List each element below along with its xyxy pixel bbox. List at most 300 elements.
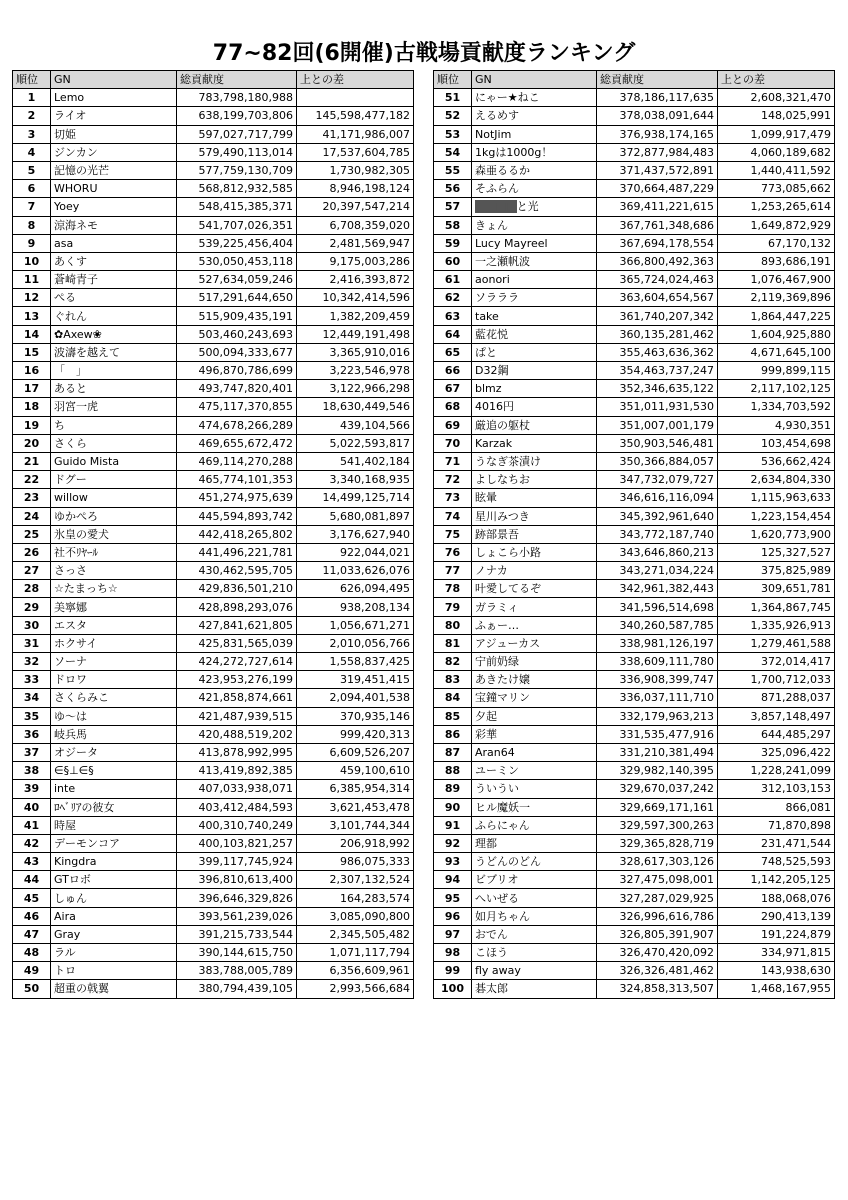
rank-cell: 57 — [434, 198, 472, 216]
rank-cell: 44 — [13, 871, 51, 889]
gn-cell: きょん — [472, 216, 597, 234]
gn-cell: 碁太郎 — [472, 980, 597, 998]
table-row — [434, 798, 835, 816]
total-cell: 413,419,892,385 — [177, 762, 297, 780]
rank-cell: 26 — [13, 543, 51, 561]
diff-cell: 1,649,872,929 — [718, 216, 835, 234]
table-row — [13, 216, 414, 234]
rank-cell: 36 — [13, 725, 51, 743]
diff-cell: 164,283,574 — [297, 889, 414, 907]
table-row — [434, 252, 835, 270]
gn-cell: ソーナ — [51, 653, 177, 671]
gn-cell: さっさ — [51, 562, 177, 580]
gn-cell: ぐれん — [51, 307, 177, 325]
total-cell: 341,596,514,698 — [597, 598, 718, 616]
diff-cell: 922,044,021 — [297, 543, 414, 561]
table-row — [434, 871, 835, 889]
rank-cell: 59 — [434, 234, 472, 252]
total-cell: 391,215,733,544 — [177, 925, 297, 943]
total-cell: 350,903,546,481 — [597, 434, 718, 452]
table-row — [13, 325, 414, 343]
gn-cell: 「 」 — [51, 362, 177, 380]
gn-cell: 彩華 — [472, 725, 597, 743]
diff-cell: 148,025,991 — [718, 107, 835, 125]
total-cell: 413,878,992,995 — [177, 743, 297, 761]
total-cell: 400,103,821,257 — [177, 834, 297, 852]
gn-cell: うなぎ茶漬け — [472, 452, 597, 470]
table-row — [13, 271, 414, 289]
table-row — [13, 107, 414, 125]
diff-cell: 1,364,867,745 — [718, 598, 835, 616]
total-cell: 441,496,221,781 — [177, 543, 297, 561]
total-cell: 500,094,333,677 — [177, 343, 297, 361]
diff-cell: 4,060,189,682 — [718, 143, 835, 161]
table-row — [434, 180, 835, 198]
rank-cell: 84 — [434, 689, 472, 707]
total-cell: 427,841,621,805 — [177, 616, 297, 634]
total-cell: 421,858,874,661 — [177, 689, 297, 707]
table-row — [434, 543, 835, 561]
gn-cell: 叶愛してるぞ — [472, 580, 597, 598]
diff-cell: 938,208,134 — [297, 598, 414, 616]
rank-cell: 15 — [13, 343, 51, 361]
table-row — [13, 307, 414, 325]
table-row — [434, 489, 835, 507]
rank-cell: 50 — [13, 980, 51, 998]
diff-cell: 2,634,804,330 — [718, 471, 835, 489]
diff-cell: 325,096,422 — [718, 743, 835, 761]
rank-cell: 2 — [13, 107, 51, 125]
table-row — [434, 416, 835, 434]
table-row — [434, 762, 835, 780]
total-cell: 517,291,644,650 — [177, 289, 297, 307]
table-row — [13, 980, 414, 998]
rank-cell: 6 — [13, 180, 51, 198]
table-row — [13, 89, 414, 107]
total-cell: 329,669,171,161 — [597, 798, 718, 816]
total-cell: 327,475,098,001 — [597, 871, 718, 889]
table-row — [434, 143, 835, 161]
total-cell: 343,772,187,740 — [597, 525, 718, 543]
diff-cell: 375,825,989 — [718, 562, 835, 580]
rank-cell: 87 — [434, 743, 472, 761]
diff-cell: 231,471,544 — [718, 834, 835, 852]
rank-cell: 65 — [434, 343, 472, 361]
diff-cell: 41,171,986,007 — [297, 125, 414, 143]
gn-cell: 厳追の躯杖 — [472, 416, 597, 434]
diff-cell: 206,918,992 — [297, 834, 414, 852]
gn-cell: ユーミン — [472, 762, 597, 780]
gn-cell: あると — [51, 380, 177, 398]
table-row — [13, 743, 414, 761]
rank-cell: 53 — [434, 125, 472, 143]
table-row — [13, 398, 414, 416]
gn-cell: 森亜るるか — [472, 161, 597, 179]
total-cell: 400,310,740,249 — [177, 816, 297, 834]
total-cell: 363,604,654,567 — [597, 289, 718, 307]
rank-cell: 33 — [13, 671, 51, 689]
total-cell: 336,908,399,747 — [597, 671, 718, 689]
rank-cell: 67 — [434, 380, 472, 398]
rank-cell: 81 — [434, 634, 472, 652]
gn-cell: さくら — [51, 434, 177, 452]
total-cell: 329,597,300,263 — [597, 816, 718, 834]
diff-cell: 459,100,610 — [297, 762, 414, 780]
total-cell: 332,179,963,213 — [597, 707, 718, 725]
gn-cell: ち — [51, 416, 177, 434]
table-row — [13, 362, 414, 380]
total-cell: 577,759,130,709 — [177, 161, 297, 179]
rank-cell: 12 — [13, 289, 51, 307]
gn-cell: 1kgは1000g！ — [472, 143, 597, 161]
diff-cell: 1,730,982,305 — [297, 161, 414, 179]
diff-cell: 644,485,297 — [718, 725, 835, 743]
rank-cell: 98 — [434, 944, 472, 962]
diff-cell: 1,558,837,425 — [297, 653, 414, 671]
diff-cell: 319,451,415 — [297, 671, 414, 689]
diff-cell: 3,176,627,940 — [297, 525, 414, 543]
total-cell: 326,470,420,092 — [597, 944, 718, 962]
gn-cell: Aran64 — [472, 743, 597, 761]
total-cell: 376,938,174,165 — [597, 125, 718, 143]
header-gn: GN — [51, 71, 177, 89]
rank-cell: 16 — [13, 362, 51, 380]
table-row — [434, 907, 835, 925]
gn-cell: ライオ — [51, 107, 177, 125]
diff-cell: 5,022,593,817 — [297, 434, 414, 452]
total-cell: 539,225,456,404 — [177, 234, 297, 252]
header-total: 総貢献度 — [177, 71, 297, 89]
header-rank: 順位 — [13, 71, 51, 89]
table-row — [13, 543, 414, 561]
table-row — [13, 689, 414, 707]
diff-cell: 6,356,609,961 — [297, 962, 414, 980]
table-row — [13, 780, 414, 798]
total-cell: 327,287,029,925 — [597, 889, 718, 907]
table-row — [13, 234, 414, 252]
gn-cell: Lemo — [51, 89, 177, 107]
rank-cell: 77 — [434, 562, 472, 580]
total-cell: 360,135,281,462 — [597, 325, 718, 343]
rank-cell: 13 — [13, 307, 51, 325]
table-row — [13, 725, 414, 743]
total-cell: 429,836,501,210 — [177, 580, 297, 598]
diff-cell: 290,413,139 — [718, 907, 835, 925]
rank-cell: 61 — [434, 271, 472, 289]
rank-cell: 34 — [13, 689, 51, 707]
rank-cell: 24 — [13, 507, 51, 525]
gn-cell: 星川みつき — [472, 507, 597, 525]
diff-cell: 4,930,351 — [718, 416, 835, 434]
table-row — [434, 743, 835, 761]
table-row — [13, 380, 414, 398]
rank-cell: 4 — [13, 143, 51, 161]
rank-cell: 54 — [434, 143, 472, 161]
diff-cell: 439,104,566 — [297, 416, 414, 434]
rank-cell: 80 — [434, 616, 472, 634]
gn-cell: WHORU — [51, 180, 177, 198]
total-cell: 326,805,391,907 — [597, 925, 718, 943]
table-row — [434, 216, 835, 234]
gn-cell: ソラララ — [472, 289, 597, 307]
total-cell: 331,210,381,494 — [597, 743, 718, 761]
table-row — [434, 271, 835, 289]
total-cell: 324,858,313,507 — [597, 980, 718, 998]
diff-cell: 3,223,546,978 — [297, 362, 414, 380]
gn-cell: デーモンコア — [51, 834, 177, 852]
diff-cell: 893,686,191 — [718, 252, 835, 270]
diff-cell: 1,056,671,271 — [297, 616, 414, 634]
diff-cell: 1,700,712,033 — [718, 671, 835, 689]
gn-cell: 波濤を越えて — [51, 343, 177, 361]
diff-cell: 372,014,417 — [718, 653, 835, 671]
diff-cell: 6,708,359,020 — [297, 216, 414, 234]
ranking-table-right — [433, 70, 835, 999]
total-cell: 503,460,243,693 — [177, 325, 297, 343]
gn-cell: willow — [51, 489, 177, 507]
total-cell: 347,732,079,727 — [597, 471, 718, 489]
total-cell: 372,877,984,483 — [597, 143, 718, 161]
table-row — [13, 816, 414, 834]
gn-cell: 氷皇の愛犬 — [51, 525, 177, 543]
rank-cell: 97 — [434, 925, 472, 943]
total-cell: 445,594,893,742 — [177, 507, 297, 525]
table-row — [434, 452, 835, 470]
gn-cell: fly away — [472, 962, 597, 980]
diff-cell: 2,119,369,896 — [718, 289, 835, 307]
diff-cell: 1,071,117,794 — [297, 944, 414, 962]
total-cell: 407,033,938,071 — [177, 780, 297, 798]
diff-cell: 536,662,424 — [718, 452, 835, 470]
header-diff: 上との差 — [297, 71, 414, 89]
gn-cell: 如月ちゃん — [472, 907, 597, 925]
rank-cell: 42 — [13, 834, 51, 852]
total-cell: 421,487,939,515 — [177, 707, 297, 725]
rank-cell: 73 — [434, 489, 472, 507]
diff-cell: 773,085,662 — [718, 180, 835, 198]
total-cell: 396,810,613,400 — [177, 871, 297, 889]
rank-cell: 62 — [434, 289, 472, 307]
table-row — [434, 925, 835, 943]
diff-cell: 312,103,153 — [718, 780, 835, 798]
gn-cell: 超重の戟翼 — [51, 980, 177, 998]
total-cell: 442,418,265,802 — [177, 525, 297, 543]
table-row — [13, 452, 414, 470]
rank-cell: 28 — [13, 580, 51, 598]
rank-cell: 22 — [13, 471, 51, 489]
rank-cell: 69 — [434, 416, 472, 434]
gn-cell: ドロワ — [51, 671, 177, 689]
total-cell: 469,114,270,288 — [177, 452, 297, 470]
rank-cell: 45 — [13, 889, 51, 907]
total-cell: 352,346,635,122 — [597, 380, 718, 398]
rank-cell: 95 — [434, 889, 472, 907]
rank-cell: 79 — [434, 598, 472, 616]
rank-cell: 64 — [434, 325, 472, 343]
total-cell: 345,392,961,640 — [597, 507, 718, 525]
gn-cell: ぱと — [472, 343, 597, 361]
table-row — [434, 161, 835, 179]
rank-cell: 86 — [434, 725, 472, 743]
rank-cell: 20 — [13, 434, 51, 452]
rank-cell: 99 — [434, 962, 472, 980]
total-cell: 343,646,860,213 — [597, 543, 718, 561]
rank-cell: 25 — [13, 525, 51, 543]
total-cell: 393,561,239,026 — [177, 907, 297, 925]
rank-cell: 66 — [434, 362, 472, 380]
gn-cell — [472, 198, 597, 216]
gn-cell: Gray — [51, 925, 177, 943]
gn-cell: にゃー★ねこ — [472, 89, 597, 107]
rank-cell: 31 — [13, 634, 51, 652]
table-row — [13, 471, 414, 489]
table-row — [13, 907, 414, 925]
total-cell: 579,490,113,014 — [177, 143, 297, 161]
diff-cell: 626,094,495 — [297, 580, 414, 598]
header-rank: 順位 — [434, 71, 472, 89]
table-row — [434, 580, 835, 598]
total-cell: 403,412,484,593 — [177, 798, 297, 816]
diff-cell: 145,598,477,182 — [297, 107, 414, 125]
rank-cell: 83 — [434, 671, 472, 689]
rank-cell: 55 — [434, 161, 472, 179]
diff-cell: 67,170,132 — [718, 234, 835, 252]
gn-cell: Lucy Mayreel — [472, 234, 597, 252]
diff-cell: 1,334,703,592 — [718, 398, 835, 416]
total-cell: 430,462,595,705 — [177, 562, 297, 580]
diff-cell: 2,307,132,524 — [297, 871, 414, 889]
diff-cell: 871,288,037 — [718, 689, 835, 707]
diff-cell: 1,099,917,479 — [718, 125, 835, 143]
gn-cell: ゆかぺろ — [51, 507, 177, 525]
rank-cell: 27 — [13, 562, 51, 580]
table-row — [13, 198, 414, 216]
table-row — [434, 325, 835, 343]
table-row — [13, 762, 414, 780]
gn-cell: take — [472, 307, 597, 325]
rank-cell: 96 — [434, 907, 472, 925]
gn-cell: D32鋼 — [472, 362, 597, 380]
diff-cell: 6,609,526,207 — [297, 743, 414, 761]
total-cell: 367,694,178,554 — [597, 234, 718, 252]
diff-cell: 125,327,527 — [718, 543, 835, 561]
diff-cell: 17,537,604,785 — [297, 143, 414, 161]
diff-cell — [297, 89, 414, 107]
total-cell: 541,707,026,351 — [177, 216, 297, 234]
table-row — [434, 107, 835, 125]
gn-cell: 夕起 — [472, 707, 597, 725]
table-row — [13, 889, 414, 907]
rank-cell: 41 — [13, 816, 51, 834]
table-row — [434, 89, 835, 107]
diff-cell: 2,345,505,482 — [297, 925, 414, 943]
rank-cell: 8 — [13, 216, 51, 234]
diff-cell: 1,604,925,880 — [718, 325, 835, 343]
rank-cell: 1 — [13, 89, 51, 107]
gn-cell: しゅん — [51, 889, 177, 907]
table-row — [13, 671, 414, 689]
diff-cell: 1,223,154,454 — [718, 507, 835, 525]
diff-cell: 3,085,090,800 — [297, 907, 414, 925]
total-cell: 371,437,572,891 — [597, 161, 718, 179]
rank-cell: 38 — [13, 762, 51, 780]
diff-cell: 999,420,313 — [297, 725, 414, 743]
table-row — [13, 289, 414, 307]
gn-cell: ヒル魔妖一 — [472, 798, 597, 816]
rank-cell: 58 — [434, 216, 472, 234]
gn-cell: Guido Mista — [51, 452, 177, 470]
diff-cell: 3,621,453,478 — [297, 798, 414, 816]
gn-cell: blmz — [472, 380, 597, 398]
gn-cell: 宁前奶绿 — [472, 653, 597, 671]
gn-cell: ノナカ — [472, 562, 597, 580]
diff-cell: 103,454,698 — [718, 434, 835, 452]
rank-cell: 75 — [434, 525, 472, 543]
diff-cell: 143,938,630 — [718, 962, 835, 980]
total-cell: 474,678,266,289 — [177, 416, 297, 434]
gn-cell: inte — [51, 780, 177, 798]
diff-cell: 2,481,569,947 — [297, 234, 414, 252]
gn-cell: ジンカン — [51, 143, 177, 161]
gn-cell: Karzak — [472, 434, 597, 452]
diff-cell: 20,397,547,214 — [297, 198, 414, 216]
rank-cell: 29 — [13, 598, 51, 616]
gn-cell: 宝鐘マリン — [472, 689, 597, 707]
diff-cell: 3,122,966,298 — [297, 380, 414, 398]
diff-cell: 986,075,333 — [297, 853, 414, 871]
table-row — [13, 962, 414, 980]
total-cell: 475,117,370,855 — [177, 398, 297, 416]
redacted-name-block: ■■■■ — [475, 200, 517, 214]
gn-cell: 4016円 — [472, 398, 597, 416]
rank-cell: 39 — [13, 780, 51, 798]
total-cell: 496,870,786,699 — [177, 362, 297, 380]
table-row — [13, 343, 414, 361]
total-cell: 383,788,005,789 — [177, 962, 297, 980]
diff-cell: 1,620,773,900 — [718, 525, 835, 543]
gn-cell: 羽宮一虎 — [51, 398, 177, 416]
diff-cell: 188,068,076 — [718, 889, 835, 907]
gn-cell: ふらにゃん — [472, 816, 597, 834]
table-row — [13, 434, 414, 452]
diff-cell: 18,630,449,546 — [297, 398, 414, 416]
diff-cell: 334,971,815 — [718, 944, 835, 962]
diff-cell: 541,402,184 — [297, 452, 414, 470]
diff-cell: 6,385,954,314 — [297, 780, 414, 798]
table-row — [434, 125, 835, 143]
gn-cell: asa — [51, 234, 177, 252]
rank-cell: 70 — [434, 434, 472, 452]
table-row — [13, 871, 414, 889]
total-cell: 367,761,348,686 — [597, 216, 718, 234]
gn-cell: ゆ～は — [51, 707, 177, 725]
ranking-table-left — [12, 70, 414, 999]
table-row — [13, 798, 414, 816]
gn-cell: ﾛﾍﾞﾘｱの彼女 — [51, 798, 177, 816]
rank-cell: 32 — [13, 653, 51, 671]
rank-cell: 46 — [13, 907, 51, 925]
gn-cell: ホクサイ — [51, 634, 177, 652]
table-row — [13, 143, 414, 161]
table-row — [434, 398, 835, 416]
table-row — [434, 889, 835, 907]
diff-cell: 8,946,198,124 — [297, 180, 414, 198]
total-cell: 469,655,672,472 — [177, 434, 297, 452]
table-row — [434, 562, 835, 580]
table-row — [434, 853, 835, 871]
gn-cell: ふぁー… — [472, 616, 597, 634]
gn-cell: 一之瀬帆波 — [472, 252, 597, 270]
